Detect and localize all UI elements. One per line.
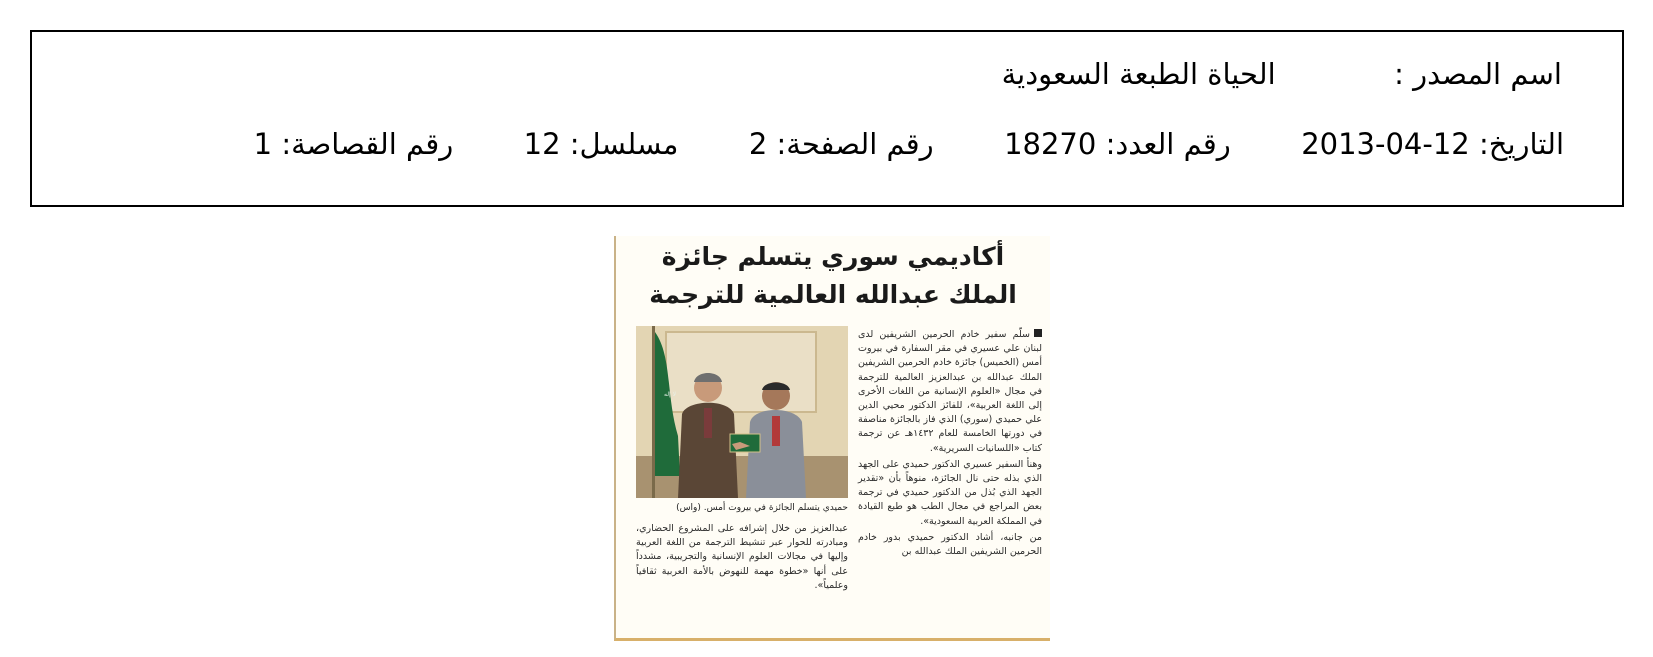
headline-line-1: أكاديمي سوري يتسلم جائزة <box>661 242 1005 271</box>
details-line <box>254 126 1564 162</box>
clip-number-label: رقم القصاصة: <box>281 127 454 161</box>
source-value: الحياة الطبعة السعودية <box>1001 57 1276 91</box>
source-label: اسم المصدر : <box>1394 57 1562 91</box>
bullet-square-icon <box>1034 329 1042 337</box>
newspaper-clipping <box>614 236 1050 641</box>
svg-text:لا إله: لا إله <box>664 391 677 398</box>
issue-label: رقم العدد: <box>1105 127 1231 161</box>
source-info-box <box>30 30 1624 207</box>
article-column-left <box>636 522 848 595</box>
source-line <box>1002 56 1562 92</box>
date-label: التاريخ: <box>1478 127 1564 161</box>
paragraph-3: من جانبه، أشاد الدكتور حميدي بدور خادم الحرمين الشريفين الملك عبدالله بن <box>858 531 1042 558</box>
date-value: 2013-04-12 <box>1301 127 1470 161</box>
issue-value: 18270 <box>1004 127 1097 161</box>
page-value: 2 <box>748 127 768 161</box>
clip-number-value: 1 <box>253 127 273 161</box>
page-label: رقم الصفحة: <box>776 127 934 161</box>
award-photo <box>636 326 848 498</box>
serial-label: مسلسل: <box>569 127 679 161</box>
paragraph-1: سلّم سفير خادم الحرمين الشريفين لدى لبنان علي عسيري في مقر السفارة في بيروت أمس (الخميس) جائزة خادم الحرمين الشريفين الملك عبدالله بن عبدالعزيز العالمية للترجمة في مجال «العلوم الإنسانية من اللغات الأخرى إلى اللغة العربية»، للفائز الدكتور محيي الدين علي حميدي (سوري) الذي فاز بالجائزة مناصفة في دورتها الخامسة للعام ١٤٣٢هـ عن ترجمة كتاب «اللسانيات السريرية». <box>858 329 1043 454</box>
award-photo-illustration <box>636 326 848 498</box>
headline-line-2: الملك عبدالله العالمية للترجمة <box>649 280 1017 309</box>
photo-caption: حميدي يتسلم الجائزة في بيروت أمس. (واس) <box>676 503 848 513</box>
paragraph-4: عبدالعزيز من خلال إشرافه على المشروع الحضاري، ومبادرته للحوار عبر تنشيط الترجمة من اللغة العربية وإليها في مجالات العلوم الإنسانية والتجريبية، مشدداً على أنها «خطوة مهمة للنهوض بالأمة العربية ثقافياً وعلمياً». <box>636 523 848 591</box>
paragraph-2: وهنأ السفير عسيري الدكتور حميدي على الجهد الذي بذله حتى نال الجائزة، منوهاً بأن «تقدير الجهد الذي بُذل من الدكتور حميدي في ترجمة بعض المراجع في مجال الطب هو طبع القيادة في المملكة العربية السعودية». <box>858 458 1042 527</box>
article-column-right <box>858 328 1042 561</box>
serial-value: 12 <box>523 127 561 161</box>
